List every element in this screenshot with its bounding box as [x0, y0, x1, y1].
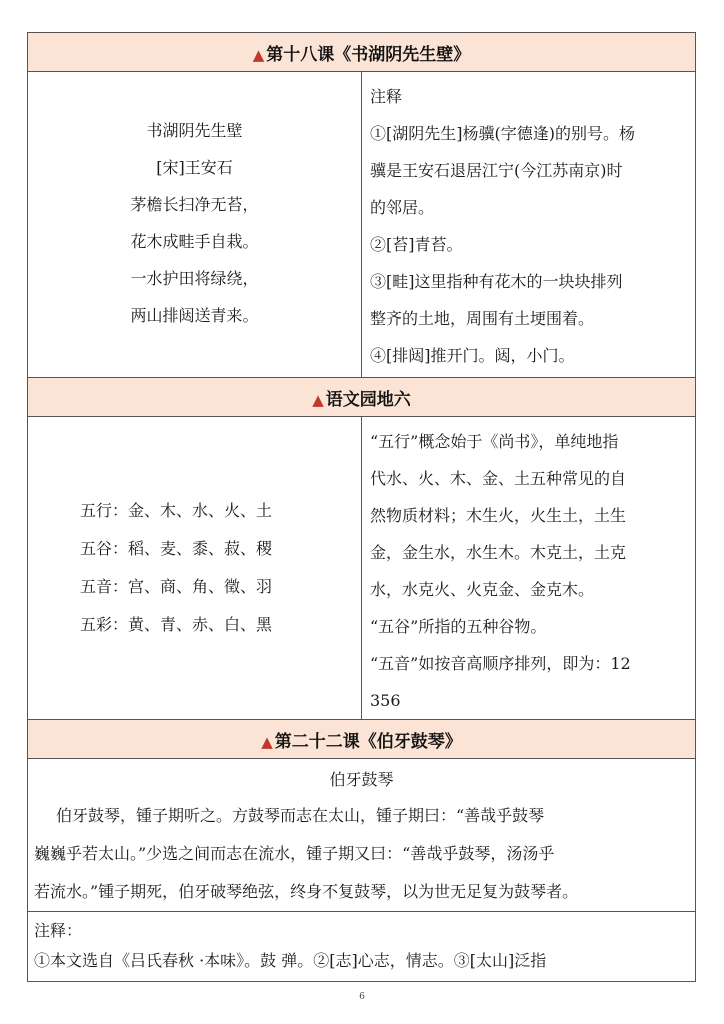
triangle-icon: ▲ — [312, 390, 324, 409]
notes-heading: 注释 — [370, 87, 403, 106]
note-line: “五音”如按音高顺序排列，即为：12 — [370, 654, 631, 673]
lesson18-notes-cell — [362, 72, 696, 378]
poem-title: 书湖阴先生壁 — [146, 121, 243, 140]
note-line: 骥是王安石退居江宁(今江苏南京)时 — [370, 161, 623, 180]
lesson18-header-text: 第十八课《书湖阴先生壁》 — [266, 44, 471, 65]
note-line: ④[排闼]推开门。闼，小门。 — [370, 346, 575, 365]
note-line: ③[畦]这里指种有花木的一块块排列 — [370, 272, 623, 291]
poem-line: 花木成畦手自栽。 — [130, 232, 259, 251]
garden6-notes-cell — [362, 417, 696, 720]
note-line: ②[苔]青苔。 — [370, 235, 463, 254]
garden6-header-text: 语文园地六 — [325, 389, 411, 410]
poem-author: [宋]王安石 — [156, 158, 233, 177]
five-item-value: 稻、麦、黍、菽、稷 — [128, 539, 273, 558]
lesson22-header — [28, 720, 696, 759]
five-item-label: 五音： — [80, 577, 129, 596]
five-item — [80, 492, 361, 530]
five-item-value: 黄、青、赤、白、黑 — [128, 615, 273, 634]
worksheet — [27, 32, 695, 982]
notes-heading: 注释： — [34, 921, 83, 940]
five-item-label: 五行： — [80, 501, 129, 520]
five-item — [80, 568, 361, 606]
note-line: 然物质材料；木生火，火生土，土生 — [370, 506, 627, 525]
garden6-header — [28, 378, 696, 417]
story-line: 伯牙鼓琴，锺子期听之。方鼓琴而志在太山，锺子期曰：“善哉乎鼓琴 — [56, 806, 545, 825]
five-item — [80, 606, 361, 644]
story-title: 伯牙鼓琴 — [329, 770, 394, 789]
lesson22-notes-cell — [28, 912, 696, 982]
note-line: 整齐的土地，周围有土埂围着。 — [370, 309, 595, 328]
note-line: 代水、火、木、金、土五种常见的自 — [370, 469, 627, 488]
five-item-value: 金、木、水、火、土 — [128, 501, 273, 520]
note-line: 356 — [370, 691, 401, 710]
note-line: ①本文选自《吕氏春秋 ·本味》。鼓 弹。②[志]心志，情志。③[太山]泛指 — [34, 951, 547, 970]
page-number: 6 — [359, 992, 365, 1002]
note-line: ①[湖阴先生]杨骥(字德逢)的别号。杨 — [370, 124, 635, 143]
poem-line: 茅檐长扫净无苔， — [130, 195, 259, 214]
poem-line: 一水护田将绿绕， — [130, 269, 259, 288]
note-line: “五行”概念始于《尚书》，单纯地指 — [370, 432, 619, 451]
story-cell — [28, 759, 696, 912]
note-line: 金，金生水，水生木。木克土，土克 — [370, 543, 627, 562]
note-line: 的邻居。 — [370, 198, 435, 217]
lesson18-header — [28, 33, 696, 72]
five-item — [80, 530, 361, 568]
five-item-value: 宫、商、角、徵、羽 — [128, 577, 273, 596]
five-elements-cell — [28, 417, 362, 720]
note-line: 水，水克火、火克金、金克木。 — [370, 580, 595, 599]
story-line: 若流水。”锺子期死，伯牙破琴绝弦，终身不复鼓琴，以为世无足复为鼓琴者。 — [34, 882, 579, 901]
worksheet-table — [27, 32, 696, 982]
note-line: “五谷”所指的五种谷物。 — [370, 617, 547, 636]
poem-cell — [28, 72, 362, 378]
five-item-label: 五彩： — [80, 615, 129, 634]
story-line: 巍巍乎若太山。”少选之间而志在流水，锺子期又曰：“善哉乎鼓琴，汤汤乎 — [34, 844, 555, 863]
triangle-icon: ▲ — [261, 732, 273, 751]
poem-line: 两山排闼送青来。 — [130, 306, 259, 325]
five-item-label: 五谷： — [80, 539, 129, 558]
lesson22-header-text: 第二十二课《伯牙鼓琴》 — [274, 731, 462, 752]
triangle-icon: ▲ — [252, 45, 265, 64]
